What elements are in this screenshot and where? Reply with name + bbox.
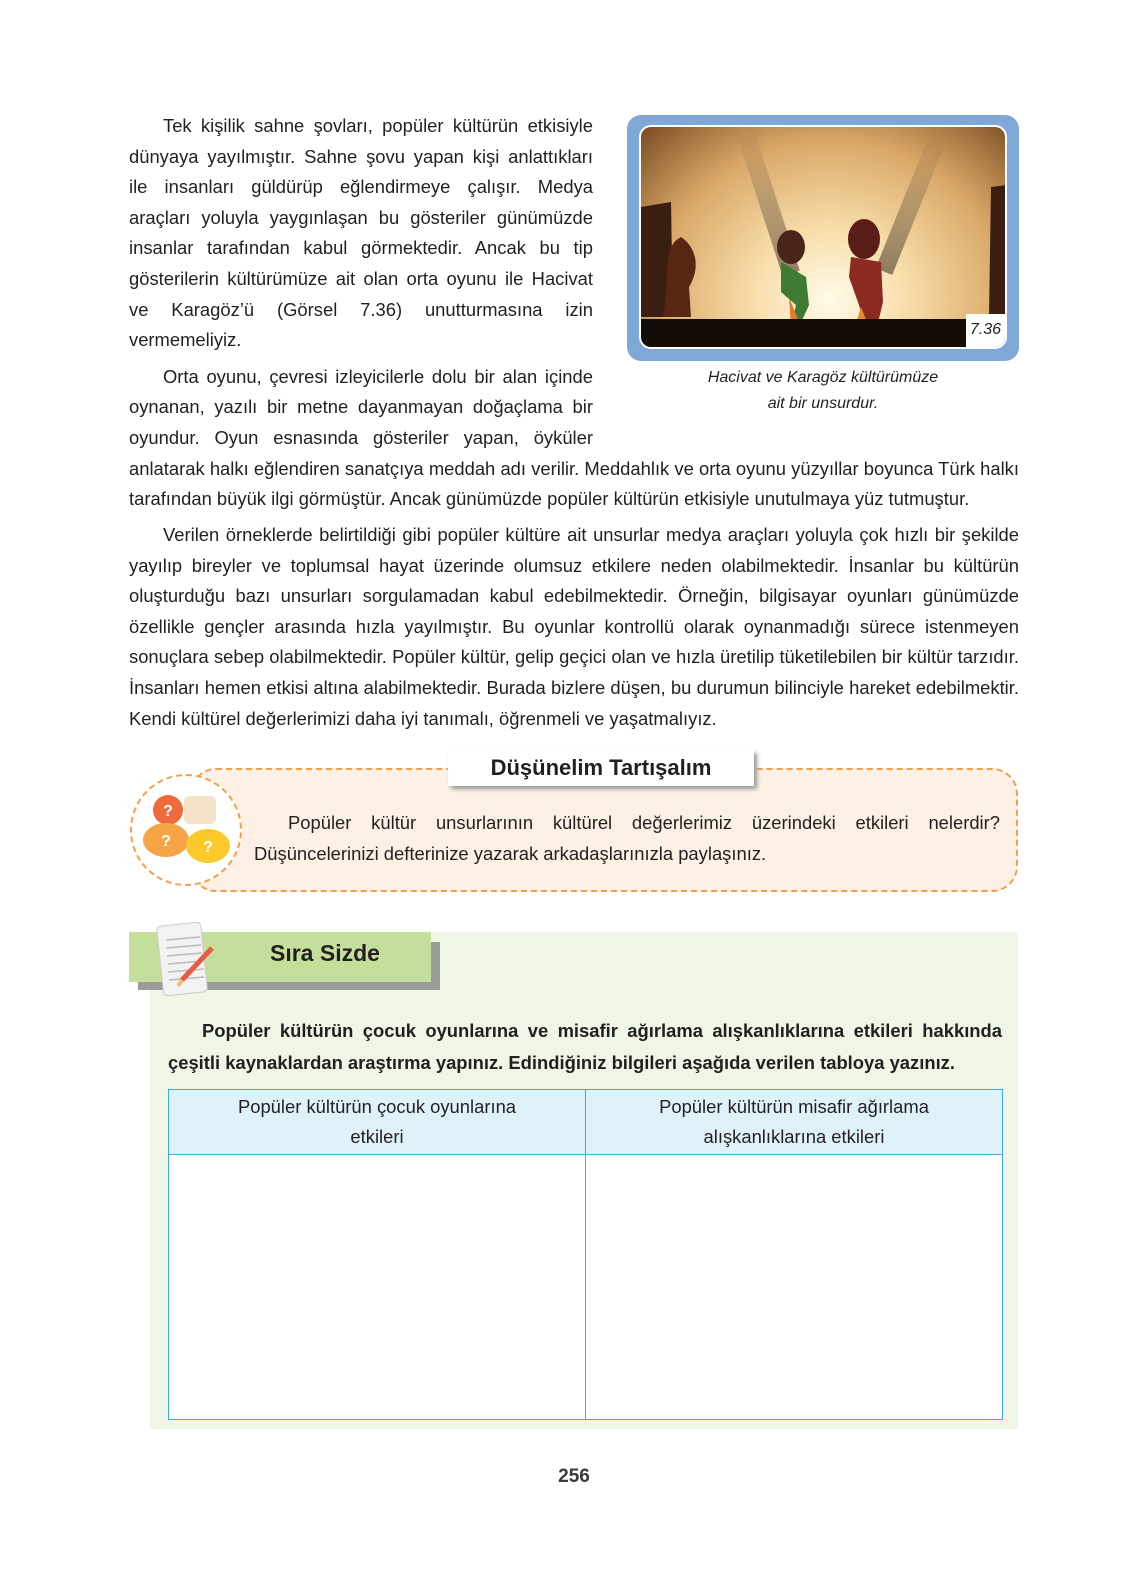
table-header: Popüler kültürün misafir ağırlama alışkanlıklarına etkileri [586,1090,1003,1155]
answer-table [168,1089,1003,1420]
stage-floor [641,319,1005,347]
paragraph: Orta oyunu, çevresi izleyicilerle dolu bir alan içinde oynanan, yazılı bir metne dayanmayan doğaçlama bir oyundur. Oyun esnasında gösteriler yapan, öyküler anlatarak halkı eğlendiren sanatçıya meddah adı verilir. Meddahlık ve orta oyunu yüzyıllar boyunca Türk halkı tarafından büyük ilgi görmüştür. Ancak günümüzde popüler kültürün etkisiyle unutulmaya yüz tutmuştur. [129,365,1019,510]
photo-frame [627,115,1019,361]
caption-line: ait bir unsurdur. [767,395,879,412]
your-turn-instructions: Popüler kültürün çocuk oyunlarına ve misafir ağırlama alışkanlıklarına etkileri hakkında çeşitli kaynaklardan araştırma yapınız. Edindiğiniz bilgileri aşağıda verilen tabloya yazınız. [168,1020,1002,1073]
think-text: Popüler kültür unsurlarının kültürel değerlerimiz üzerindeki etkileri nelerdir? Düşüncelerinizi defterinize yazarak arkadaşlarınızla paylaşınız. [254,812,1000,864]
caption-line: Hacivat ve Karagöz kültürümüze [707,369,939,386]
speech-bubbles-icon [130,774,242,886]
shadow-play-photo [639,125,1007,349]
your-turn-title: Sıra Sizde [270,940,380,966]
page-number: 256 [558,1466,590,1487]
figure-number: 7.36 [966,314,1005,347]
figure-7-36 [627,111,1019,423]
figure-caption [627,365,1019,417]
svg-text:?: ? [161,833,171,850]
svg-text:?: ? [163,803,173,820]
answer-cell[interactable] [586,1155,1003,1420]
intro-text [129,111,1019,515]
think-title: Düşünelim Tartışalım [448,750,754,786]
think-discuss-box [130,755,1018,892]
main-text [129,520,1019,734]
notepad-pencil-icon [156,918,216,996]
svg-text:?: ? [203,839,213,856]
paragraph: Verilen örneklerde belirtildiği gibi popüler kültüre ait unsurlar medya araçları yoluyla çok hızlı bir şekilde yayılıp bireyler ve toplumsal hayat üzerinde olumsuz etkilere neden olabilmektedir. İnsanlar bu kültürün oluşturduğu bazı unsurları sorgulamadan kabul edebilmektedir. Örneğin, bilgisayar oyunları günümüzde özellikle gençler arasında hızla yayılmıştır. Bu oyunlar kontrollü olarak oynanmadığı sürece istenmeyen sonuçlara sebep olabilmektedir. Popüler kültür, gelip geçici olan ve hızla üretilip tüketilebilen bir kültür tarzıdır. İnsanları hemen etkisi altına alabilmektedir. Burada bizlere düşen, bu durumun bilinciyle hareket edebilmektir. Kendi kültürel değerlerimizi daha iyi tanımalı, öğrenmeli ve yaşatmalıyız. [129,524,1019,729]
answer-cell[interactable] [169,1155,586,1420]
paragraph: Tek kişilik sahne şovları, popüler kültürün etkisiyle dünyaya yayılmıştır. Sahne şovu yapan kişi anlattıkları ile insanları güldürüp eğlendirmeye çalışır. Medya araçları yoluyla yaygınlaşan bu gösteriler günümüzde insanlar tarafından kabul görmektedir. Ancak bu tip gösterilerin kültürümüze ait olan orta oyunu ile Hacivat ve Karagöz’ü (Görsel 7.36) unutturmasına izin vermemeliyiz. [129,115,593,351]
table-header: Popüler kültürün çocuk oyunlarına etkileri [169,1090,586,1155]
puppets-illustration [641,127,1007,349]
